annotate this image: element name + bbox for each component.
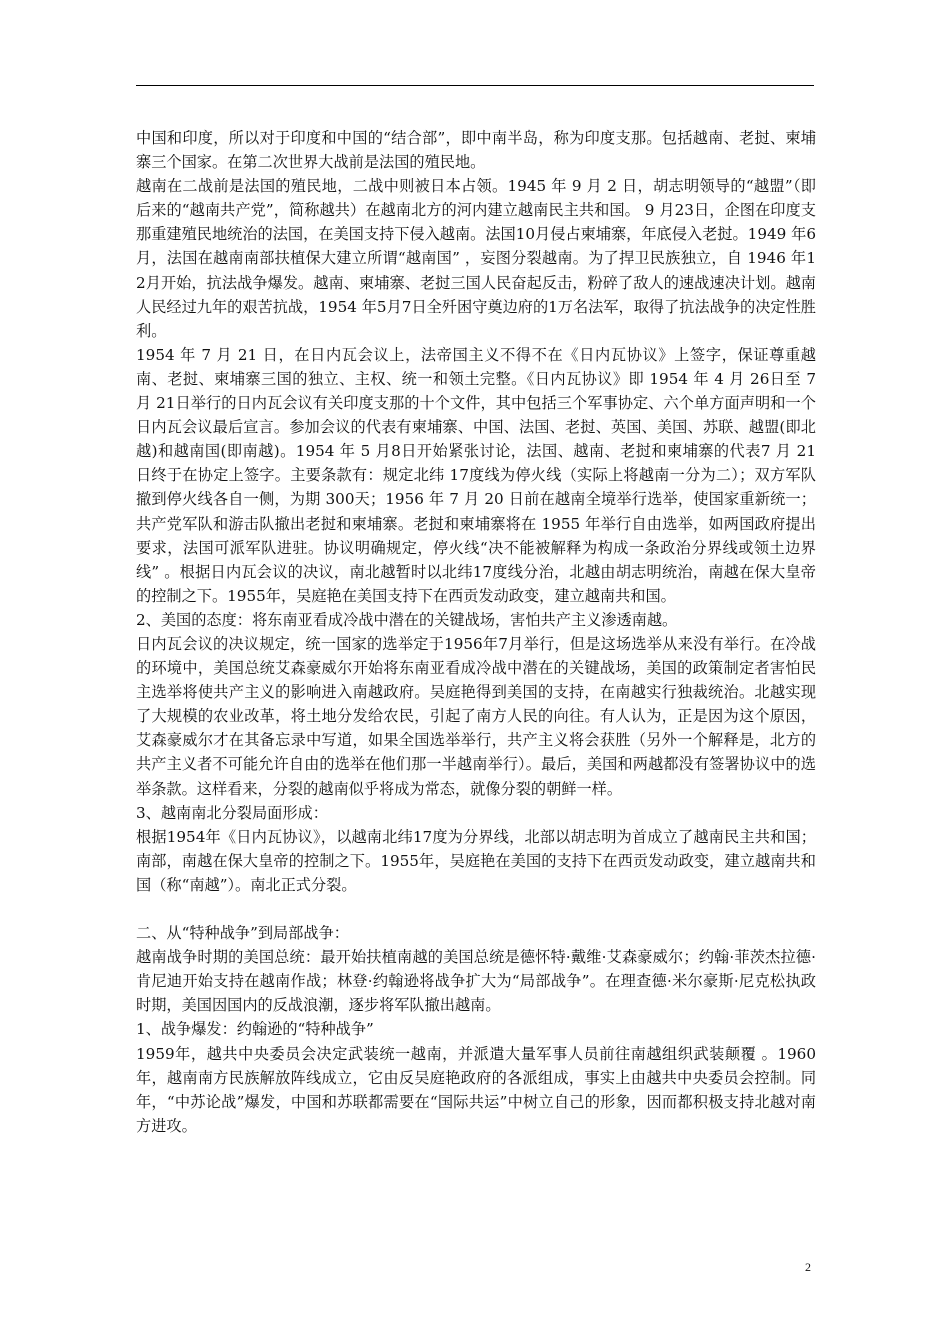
paragraph-spacer bbox=[136, 897, 816, 921]
paragraph-partition: 根据1954年《日内瓦协议》，以越南北纬17度为分界线，北部以胡志明为首成立了越南民主共和国；南部，南越在保大皇帝的控制之下。1955年，吴庭艳在美国的支持下在西贡发动政变，建立越南共和国（称“南越”）。南北正式分裂。 bbox=[136, 827, 816, 894]
paragraph-us-presidents: 越南战争时期的美国总统：最开始扶植南越的美国总统是德怀特·戴维·艾森豪威尔；约翰·菲茨杰拉德·肯尼迪开始支持在越南作战；林登·约翰逊将战争扩大为“局部战争”。在理查德·米尔豪斯·尼克松执政时期，美国因国内的反战浪潮，逐步将军队撤出越南。 bbox=[136, 948, 816, 1015]
paragraph-geneva-accords: 1954 年 7 月 21 日，在日内瓦会议上，法帝国主义不得不在《日内瓦协议》上签字，保证尊重越南、老挝、柬埔寨三国的独立、主权、统一和领土完整。《日内瓦协议》即 1954 年 4 月 26日至 7 月 21日举行的日内瓦会议有关印度支那的十个文件，其中包括三个军事协定、六个单方面声明和一个日内瓦会议最后宣言。参加会议的代表有柬埔寨、中国、法国、老挝、英国、美国、苏联、越盟(即北越)和越南国(即南越)。1954 年 5 月8日开始紧张讨论，法国、越南、老挝和柬埔寨的代表7 月 21 日终于在协定上签字。主要条款有：规定北纬 17度线为停火线（实际上将越南一分为二）；双方军队撤到停火线各自一侧，为期 300天；1956 年 7 月 20 日前在越南全境举行选举，使国家重新统一；共产党军队和游击队撤出老挝和柬埔寨。老挝和柬埔寨将在 1955 年举行自由选举，如两国政府提出要求，法国可派军队进驻。协议明确规定，停火线“决不能被解释为构成一条政治分界线或领土边界线” 。根据日内瓦会议的决议，南北越暂时以北纬17度线分治，北越由胡志明统治，南越在保大皇帝的控制之下。1955年，吴庭艳在美国支持下在西贡发动政变，建立越南共和国。 bbox=[136, 345, 816, 605]
header-rule bbox=[136, 85, 814, 86]
paragraph-elections: 日内瓦会议的决议规定，统一国家的选举定于1956年7月举行，但是这场选举从来没有举行。在冷战的环境中，美国总统艾森豪威尔开始将东南亚看成冷战中潜在的关键战场，美国的政策制定者害怕民主选举将使共产主义的影响进入南越政府。吴庭艳得到美国的支持，在南越实行独裁统治。北越实现了大规模的农业改革，将土地分发给农民，引起了南方人民的向往。有人认为，正是因为这个原因，艾森豪威尔才在其备忘录中写道，如果全国选举举行，共产主义将会获胜（另外一个解释是，北方的共产主义者不可能允许自由的选举在他们那一半越南举行）。最后，美国和两越都没有签署协议中的选举条款。这样看来，分裂的越南似乎将成为常态，就像分裂的朝鲜一样。 bbox=[136, 634, 816, 798]
paragraph-colonial-history: 越南在二战前是法国的殖民地，二战中则被日本占领。1945 年 9 月 2 日，胡志明领导的“越盟”（即后来的“越南共产党”，简称越共）在越南北方的河内建立越南民主共和国。 9 月23日，企图在印度支那重建殖民地统治的法国，在美国支持下侵入越南。法国10月侵占柬埔寨，年底侵入老挝。1949 年6月，法国在越南南部扶植保大建立所谓“越南国” ，妄图分裂越南。为了捍卫民族独立，自 1946 年12月开始，抗法战争爆发。越南、柬埔寨、老挝三国人民奋起反击，粉碎了敌人的速战速决计划。越南人民经过九年的艰苦抗战，1954 年5月7日全歼困守奠边府的1万名法军，取得了抗法战争的决定性胜利。 bbox=[136, 177, 816, 340]
paragraph-war-outbreak: 1959年，越共中央委员会决定武装统一越南，并派遣大量军事人员前往南越组织武装颠覆 。1960年，越南南方民族解放阵线成立，它由反吴庭艳政府的各派组成，事实上由越共中央委员会控制。同年，“中苏论战”爆发，中国和苏联都需要在“国际共运”中树立自己的形象，因而都积极支持北越对南方进攻。 bbox=[136, 1044, 816, 1135]
section-heading-partition: 3、越南南北分裂局面形成： bbox=[136, 803, 328, 822]
body-text bbox=[136, 126, 816, 1138]
page-number: 2 bbox=[805, 1260, 811, 1274]
section-heading-special-war: 二、从“特种战争”到局部战争： bbox=[136, 924, 349, 943]
paragraph-indochina-intro: 中国和印度，所以对于印度和中国的“结合部”，即中南半岛，称为印度支那。包括越南、老挝、柬埔寨三个国家。在第二次世界大战前是法国的殖民地。 bbox=[136, 129, 816, 172]
section-heading-war-outbreak: 1、战争爆发：约翰逊的“特种战争” bbox=[136, 1020, 374, 1039]
section-heading-us-attitude: 2、美国的态度：将东南亚看成冷战中潜在的关键战场，害怕共产主义渗透南越。 bbox=[136, 610, 678, 629]
